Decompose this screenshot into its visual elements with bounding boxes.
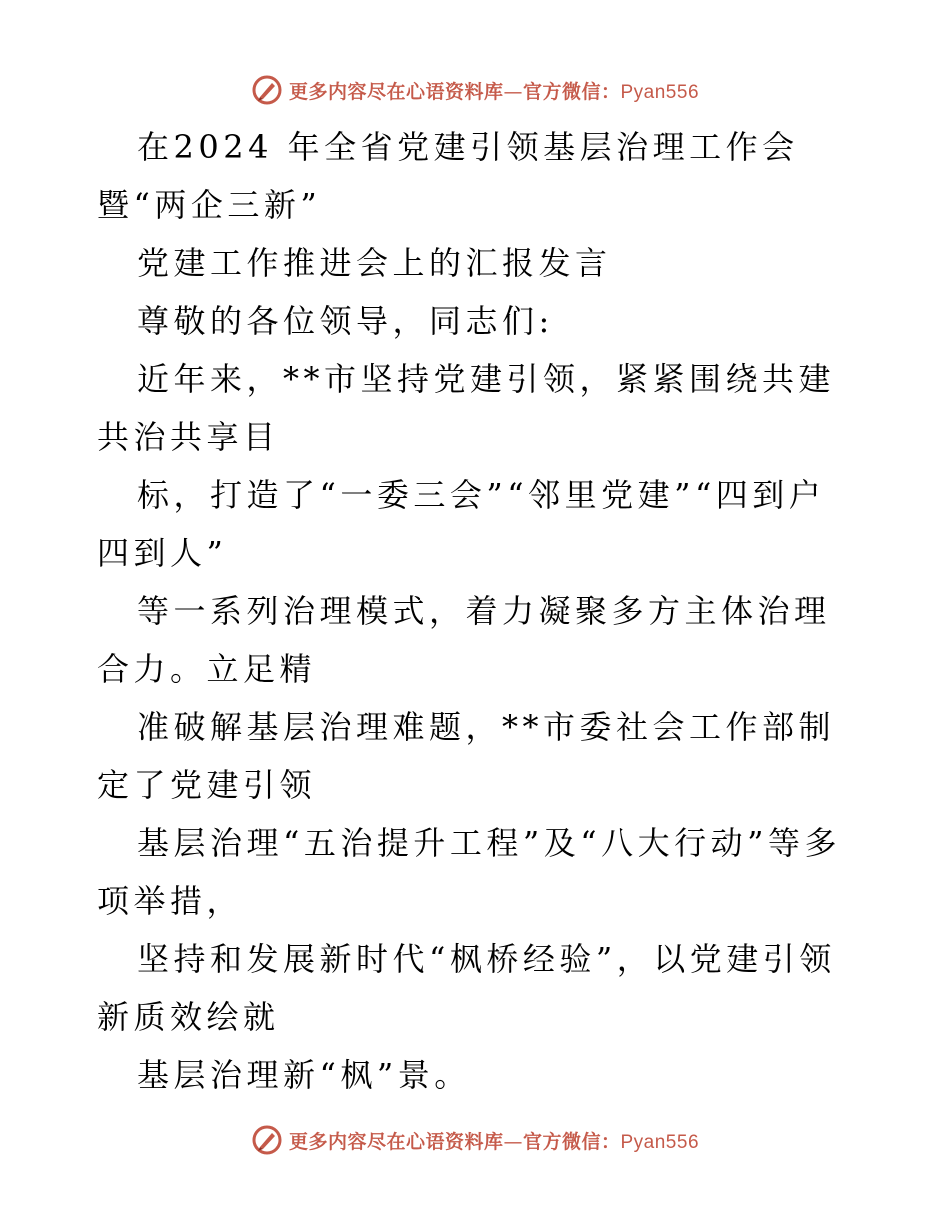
header-watermark (0, 70, 950, 110)
body-paragraph: 基层治理新“枫”景。 (137, 1056, 471, 1094)
salutation: 尊敬的各位领导，同志们: (137, 302, 554, 340)
pen-logo-icon (251, 1124, 283, 1156)
body-paragraph: 近年来，**市坚持党建引领，紧紧围绕共建共治共享目 (97, 360, 836, 456)
footer-watermark (0, 1120, 950, 1160)
watermark-text: 更多内容尽在心语资料库—官方微信：Pyan556 (288, 1130, 700, 1153)
body-paragraph: 基层治理“五治提升工程”及“八大行动”等多项举措， (97, 824, 841, 920)
watermark-text: 更多内容尽在心语资料库—官方微信：Pyan556 (288, 80, 700, 103)
body-paragraph: 准破解基层治理难题，**市委社会工作部制定了党建引领 (97, 708, 836, 804)
body-paragraph: 坚持和发展新时代“枫桥经验”，以党建引领新质效绘就 (97, 940, 836, 1036)
document-title-line-2: 党建工作推进会上的汇报发言 (137, 244, 612, 282)
body-paragraph: 等一系列治理模式，着力凝聚多方主体治理合力。立足精 (97, 592, 831, 688)
document-title-line-1: 在2024 年全省党建引领基层治理工作会暨“两企三新” (97, 128, 799, 224)
document-body (97, 118, 857, 1104)
body-paragraph: 标，打造了“一委三会”“邻里党建”“四到户四到人” (97, 476, 826, 572)
pen-logo-icon (251, 74, 283, 106)
